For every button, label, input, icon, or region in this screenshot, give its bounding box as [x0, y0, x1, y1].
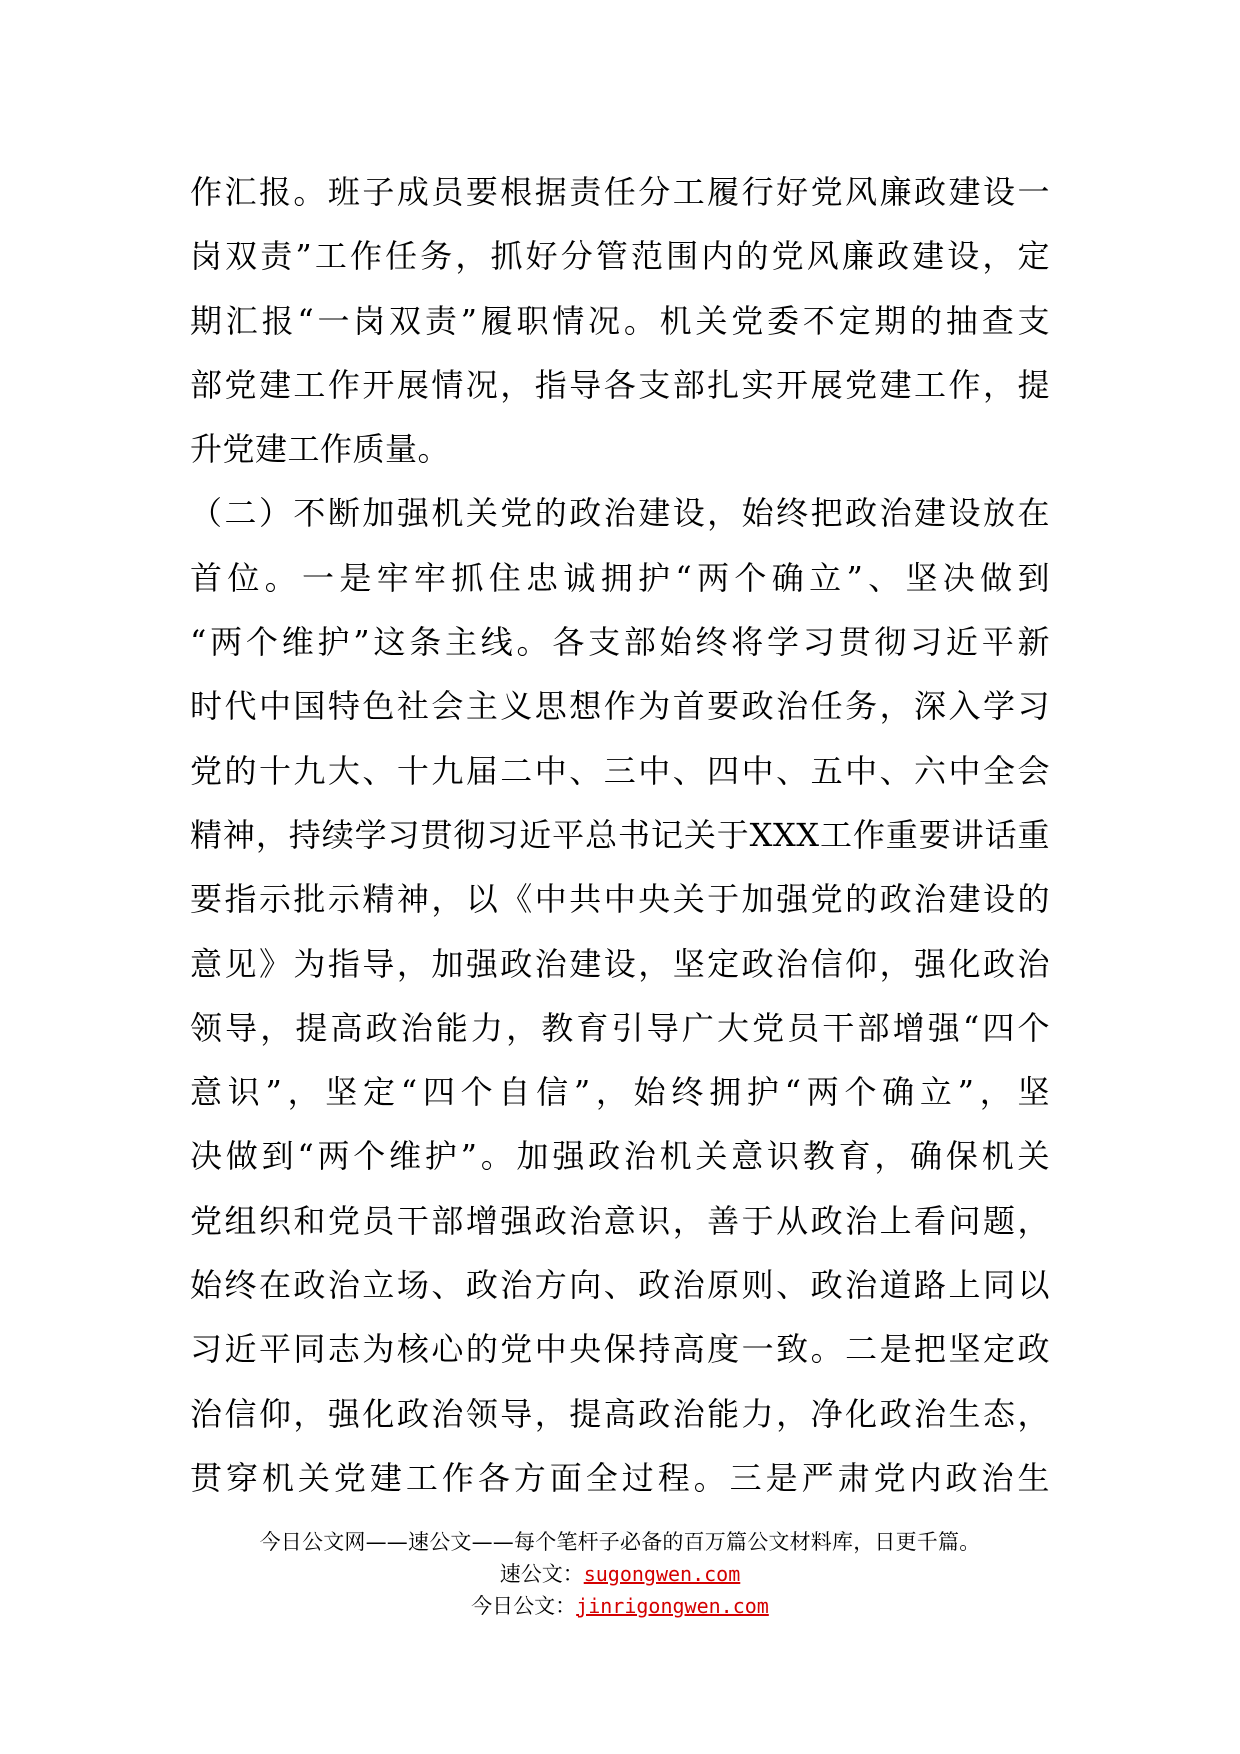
section-heading-line: （二）不断加强机关党的政治建设，始终把政治建设放在 — [190, 494, 1050, 533]
paragraph-line: 意识”，坚定“四个自信”，始终拥护“两个确立”，坚 — [190, 1073, 1050, 1112]
paragraph-line: 意见》为指导，加强政治建设，坚定政治信仰，强化政治 — [190, 944, 1050, 983]
page-footer — [0, 1526, 1240, 1622]
footer-site2-label: 今日公文： — [471, 1594, 577, 1618]
paragraph-line: 时代中国特色社会主义思想作为首要政治任务，深入学习 — [190, 687, 1050, 726]
paragraph-line: 期汇报“一岗双责”履职情况。机关党委不定期的抽查支 — [190, 301, 1050, 340]
paragraph-line: 首位。一是牢牢抓住忠诚拥护“两个确立”、坚决做到 — [190, 558, 1050, 597]
paragraph-line: 领导，提高政治能力，教育引导广大党员干部增强“四个 — [190, 1008, 1050, 1047]
footer-site1 — [0, 1558, 1240, 1590]
document-body — [190, 160, 1050, 1510]
paragraph-line: 治信仰，强化政治领导，提高政治能力，净化政治生态， — [190, 1394, 1050, 1433]
footer-site1-link[interactable]: sugongwen.com — [583, 1562, 741, 1586]
footer-site2-link[interactable]: jinrigongwen.com — [576, 1594, 769, 1618]
paragraph-line: 党的十九大、十九届二中、三中、四中、五中、六中全会 — [190, 751, 1050, 790]
paragraph-line: “两个维护”这条主线。各支部始终将学习贯彻习近平新 — [190, 623, 1050, 662]
paragraph-line: 要指示批示精神，以《中共中央关于加强党的政治建设的 — [190, 880, 1050, 919]
paragraph-line: 决做到“两个维护”。加强政治机关意识教育，确保机关 — [190, 1137, 1050, 1176]
footer-tagline: 今日公文网——速公文——每个笔杆子必备的百万篇公文材料库，日更千篇。 — [259, 1530, 981, 1554]
paragraph-line: 习近平同志为核心的党中央保持高度一致。二是把坚定政 — [190, 1330, 1050, 1369]
paragraph-line: 岗双责”工作任务，抓好分管范围内的党风廉政建设，定 — [190, 237, 1050, 276]
paragraph-line: 党组织和党员干部增强政治意识，善于从政治上看问题， — [190, 1201, 1050, 1240]
paragraph-line: 始终在政治立场、政治方向、政治原则、政治道路上同以 — [190, 1266, 1050, 1305]
paragraph-line: 升党建工作质量。 — [190, 430, 451, 469]
paragraph-line: 精神，持续学习贯彻习近平总书记关于XXX工作重要讲话重 — [190, 815, 1050, 854]
paragraph-line: 作汇报。班子成员要根据责任分工履行好党风廉政建设一 — [190, 173, 1050, 211]
footer-site2 — [0, 1590, 1240, 1622]
footer-site1-label: 速公文： — [499, 1562, 584, 1586]
paragraph-line: 部党建工作开展情况，指导各支部扎实开展党建工作，提 — [190, 365, 1050, 404]
paragraph-line: 贯穿机关党建工作各方面全过程。三是严肃党内政治生 — [190, 1458, 1050, 1497]
